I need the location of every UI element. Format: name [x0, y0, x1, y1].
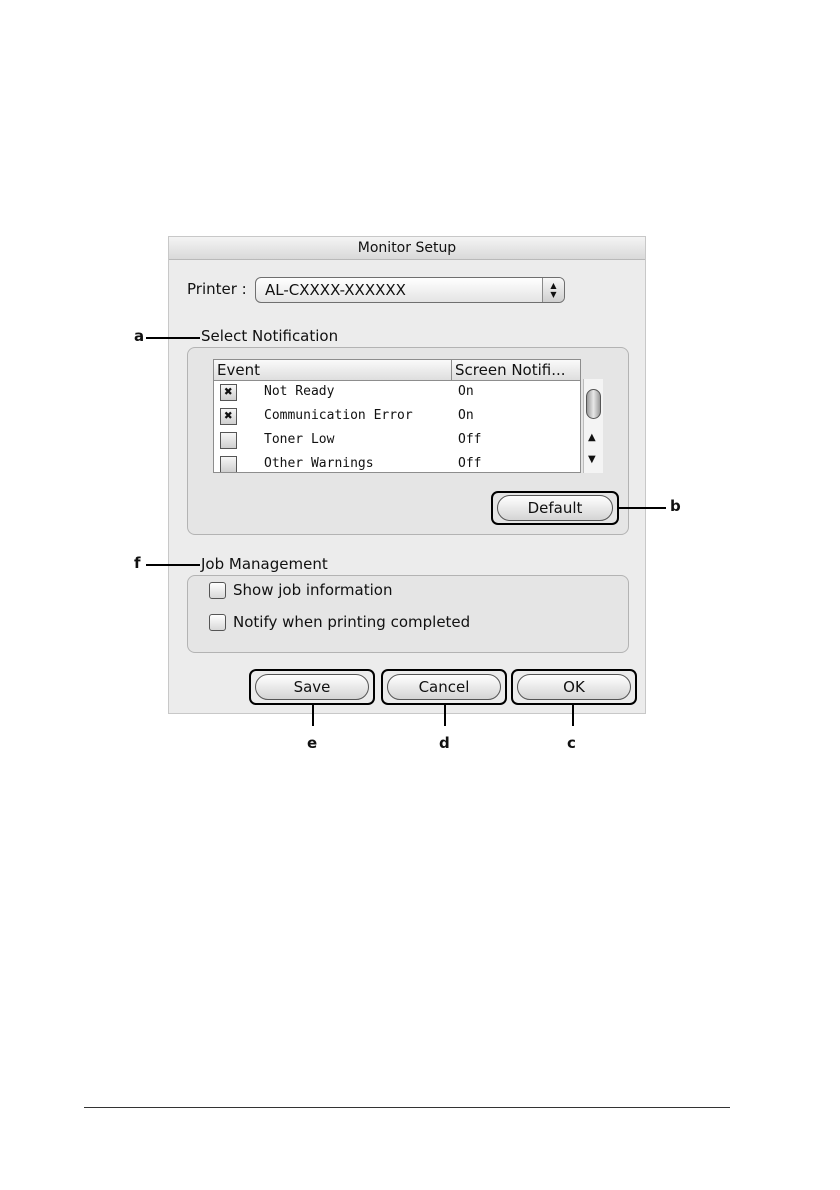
scroll-down-arrow-icon[interactable]: ▼ — [588, 454, 596, 465]
updown-arrows-icon: ▲ ▼ — [542, 278, 564, 302]
callout-label-e: e — [307, 734, 318, 752]
monitor-setup-dialog — [168, 236, 646, 714]
callout-label-a: a — [134, 327, 145, 345]
callout-line-c — [572, 704, 574, 726]
event-checkbox[interactable]: ✖ — [220, 384, 237, 401]
event-name: Toner Low — [264, 432, 335, 447]
footer-divider — [84, 1107, 730, 1108]
callout-line-f — [146, 564, 200, 566]
event-checkbox[interactable]: ✖ — [220, 408, 237, 425]
scroll-thumb[interactable] — [586, 389, 601, 419]
table-row[interactable] — [214, 382, 584, 406]
event-state: Off — [458, 456, 482, 471]
callout-label-c: c — [567, 734, 576, 752]
callout-line-b — [618, 507, 666, 509]
show-job-info-label: Show job information — [233, 581, 393, 599]
notify-completed-checkbox[interactable] — [209, 614, 226, 631]
event-state: Off — [458, 432, 482, 447]
notify-completed-label: Notify when printing completed — [233, 613, 471, 631]
event-checkbox[interactable] — [220, 432, 237, 449]
event-state: On — [458, 408, 474, 423]
callout-line-d — [444, 704, 446, 726]
event-name: Communication Error — [264, 408, 413, 423]
show-job-info-checkbox[interactable] — [209, 582, 226, 599]
dialog-title: Monitor Setup — [169, 237, 645, 260]
event-table — [213, 359, 581, 473]
default-button[interactable]: Default — [497, 495, 613, 521]
event-checkbox[interactable] — [220, 456, 237, 472]
callout-label-b: b — [670, 497, 681, 515]
callout-label-d: d — [439, 734, 450, 752]
callout-label-f: f — [134, 554, 141, 572]
job-management-label: Job Management — [201, 555, 328, 573]
callout-line-e — [312, 704, 314, 726]
ok-button[interactable]: OK — [517, 674, 631, 700]
callout-line-a — [146, 337, 200, 339]
event-name: Other Warnings — [264, 456, 374, 471]
table-row[interactable] — [214, 454, 584, 472]
table-scrollbar[interactable] — [583, 379, 603, 473]
printer-label: Printer : — [187, 280, 247, 298]
save-button[interactable]: Save — [255, 674, 369, 700]
column-header-screen-notification[interactable]: Screen Notifi... — [455, 361, 566, 379]
printer-select[interactable] — [255, 277, 565, 303]
table-row[interactable] — [214, 430, 584, 454]
table-header — [214, 360, 580, 381]
printer-select-value: AL-CXXXX-XXXXXX — [265, 281, 406, 299]
select-notification-label: Select Notification — [201, 327, 339, 345]
scroll-up-arrow-icon[interactable]: ▲ — [588, 432, 596, 443]
column-header-event[interactable]: Event — [214, 360, 452, 380]
event-name: Not Ready — [264, 384, 335, 399]
event-state: On — [458, 384, 474, 399]
cancel-button[interactable]: Cancel — [387, 674, 501, 700]
table-row[interactable] — [214, 406, 584, 430]
